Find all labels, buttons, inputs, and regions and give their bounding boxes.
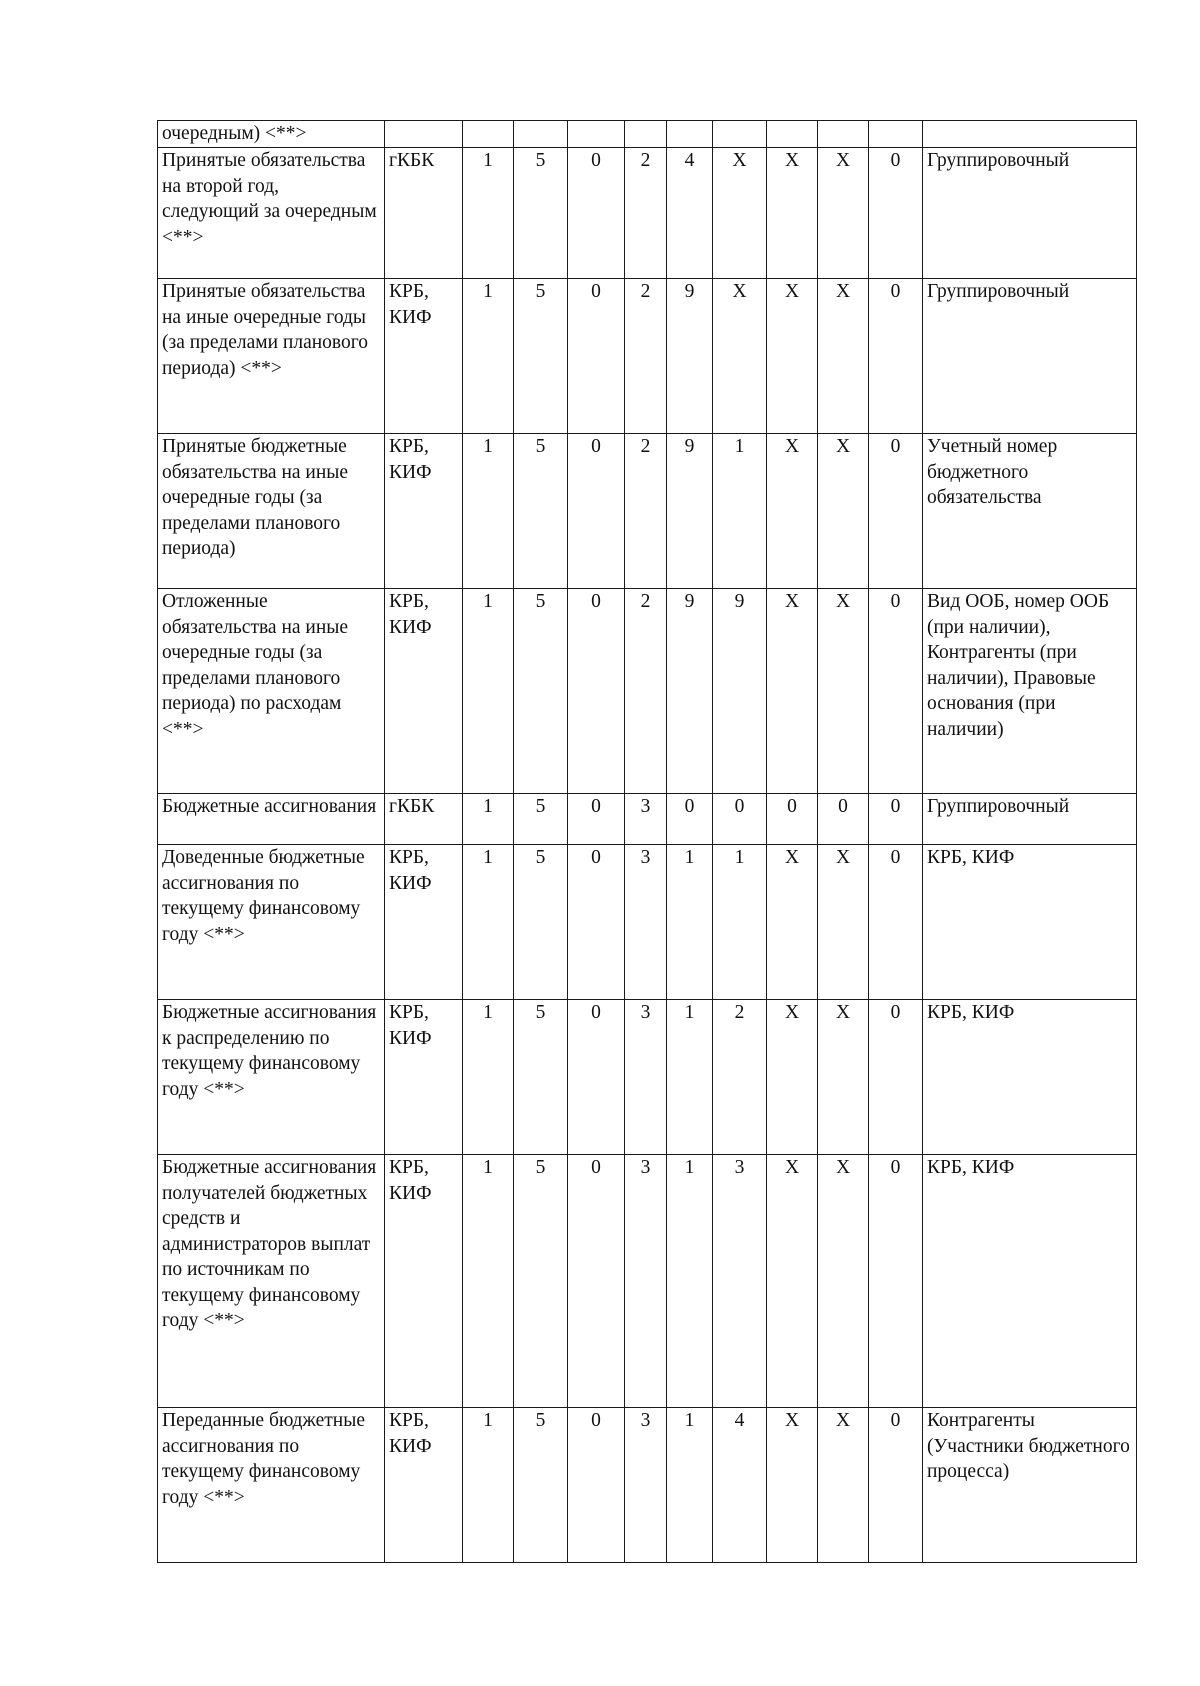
account-kind-cell: [385, 121, 463, 148]
table-row: [158, 1408, 1137, 1563]
account-digit-cell: 1: [667, 1000, 713, 1155]
account-digit-cell: 4: [713, 1408, 767, 1563]
account-digit-cell: 3: [625, 845, 667, 1000]
account-digit-cell: 0: [869, 589, 923, 794]
account-digit-cell: 1: [463, 1408, 514, 1563]
account-digit-cell: X: [767, 279, 818, 434]
account-digit-cell: 1: [463, 1155, 514, 1408]
account-digit-cell: 5: [514, 279, 568, 434]
account-digit-cell: 3: [625, 794, 667, 845]
table-row: [158, 279, 1137, 434]
account-kind-cell: КРБ, КИФ: [385, 279, 463, 434]
account-digit-cell: 1: [463, 589, 514, 794]
account-digit-cell: 1: [713, 845, 767, 1000]
analytics-cell: Вид ООБ, номер ООБ (при наличии), Контрагенты (при наличии), Правовые основания (при наличии): [923, 589, 1137, 794]
account-digit-cell: X: [818, 148, 869, 279]
table-row: [158, 148, 1137, 279]
analytics-cell: [923, 121, 1137, 148]
account-digit-cell: 5: [514, 589, 568, 794]
account-digit-cell: 0: [568, 1408, 625, 1563]
account-digit-cell: 0: [568, 1000, 625, 1155]
account-digit-cell: 0: [568, 794, 625, 845]
account-digit-cell: 5: [514, 1155, 568, 1408]
account-name-cell: очередным) <**>: [158, 121, 385, 148]
account-digit-cell: X: [767, 1155, 818, 1408]
account-digit-cell: 0: [568, 148, 625, 279]
account-digit-cell: 5: [514, 434, 568, 589]
account-kind-cell: КРБ, КИФ: [385, 845, 463, 1000]
account-digit-cell: X: [713, 148, 767, 279]
account-digit-cell: X: [818, 279, 869, 434]
table-row: [158, 1000, 1137, 1155]
account-digit-cell: 0: [869, 794, 923, 845]
account-digit-cell: 0: [568, 279, 625, 434]
account-digit-cell: 5: [514, 794, 568, 845]
analytics-cell: Группировочный: [923, 794, 1137, 845]
account-digit-cell: 0: [667, 794, 713, 845]
account-digit-cell: 0: [767, 794, 818, 845]
account-digit-cell: 0: [568, 845, 625, 1000]
account-digit-cell: 0: [568, 434, 625, 589]
account-digit-cell: 0: [568, 1155, 625, 1408]
account-digit-cell: 9: [667, 589, 713, 794]
account-digit-cell: X: [818, 589, 869, 794]
account-kind-cell: КРБ, КИФ: [385, 589, 463, 794]
account-digit-cell: 1: [713, 434, 767, 589]
account-digit-cell: 0: [869, 845, 923, 1000]
account-digit-cell: 5: [514, 148, 568, 279]
account-kind-cell: КРБ, КИФ: [385, 1408, 463, 1563]
account-kind-cell: КРБ, КИФ: [385, 1155, 463, 1408]
account-digit-cell: 0: [713, 794, 767, 845]
table-row: [158, 121, 1137, 148]
account-digit-cell: 5: [514, 845, 568, 1000]
account-digit-cell: 0: [869, 1155, 923, 1408]
account-digit-cell: 1: [463, 794, 514, 845]
table-row: [158, 589, 1137, 794]
account-name-cell: Отложенные обязательства на иные очередные годы (за пределами планового периода) по расходам <**>: [158, 589, 385, 794]
account-digit-cell: X: [767, 589, 818, 794]
account-digit-cell: 0: [818, 794, 869, 845]
analytics-cell: Контрагенты (Участники бюджетного процесса): [923, 1408, 1137, 1563]
account-digit-cell: X: [818, 1408, 869, 1563]
analytics-cell: Учетный номер бюджетного обязательства: [923, 434, 1137, 589]
account-digit-cell: X: [767, 845, 818, 1000]
account-digit-cell: 9: [667, 434, 713, 589]
account-name-cell: Доведенные бюджетные ассигнования по текущему финансовому году <**>: [158, 845, 385, 1000]
account-digit-cell: 4: [667, 148, 713, 279]
account-digit-cell: X: [713, 279, 767, 434]
account-digit-cell: X: [818, 434, 869, 589]
account-digit-cell: 1: [463, 434, 514, 589]
account-digit-cell: 0: [869, 148, 923, 279]
account-digit-cell: X: [767, 434, 818, 589]
account-digit-cell: 1: [667, 845, 713, 1000]
account-kind-cell: КРБ, КИФ: [385, 1000, 463, 1155]
account-name-cell: Бюджетные ассигнования к распределению по текущему финансовому году <**>: [158, 1000, 385, 1155]
account-digit-cell: [568, 121, 625, 148]
table-row: [158, 434, 1137, 589]
account-digit-cell: [713, 121, 767, 148]
analytics-cell: КРБ, КИФ: [923, 1000, 1137, 1155]
account-digit-cell: 5: [514, 1000, 568, 1155]
account-name-cell: Переданные бюджетные ассигнования по текущему финансовому году <**>: [158, 1408, 385, 1563]
account-digit-cell: X: [767, 148, 818, 279]
analytics-cell: Группировочный: [923, 279, 1137, 434]
account-digit-cell: 9: [713, 589, 767, 794]
account-digit-cell: 1: [463, 845, 514, 1000]
account-digit-cell: [625, 121, 667, 148]
account-digit-cell: 0: [869, 1408, 923, 1563]
account-digit-cell: [869, 121, 923, 148]
account-digit-cell: 3: [625, 1408, 667, 1563]
analytics-cell: КРБ, КИФ: [923, 845, 1137, 1000]
account-digit-cell: X: [818, 845, 869, 1000]
account-digit-cell: 0: [869, 1000, 923, 1155]
account-digit-cell: 0: [869, 279, 923, 434]
account-digit-cell: X: [818, 1000, 869, 1155]
account-digit-cell: X: [767, 1000, 818, 1155]
account-digit-cell: 3: [625, 1000, 667, 1155]
account-digit-cell: 1: [463, 1000, 514, 1155]
account-name-cell: Принятые бюджетные обязательства на иные очередные годы (за пределами планового периода): [158, 434, 385, 589]
account-digit-cell: 2: [713, 1000, 767, 1155]
account-digit-cell: 0: [869, 434, 923, 589]
account-digit-cell: 1: [667, 1408, 713, 1563]
account-digit-cell: 1: [463, 279, 514, 434]
account-kind-cell: КРБ, КИФ: [385, 434, 463, 589]
account-digit-cell: 3: [713, 1155, 767, 1408]
account-digit-cell: 1: [463, 148, 514, 279]
account-name-cell: Принятые обязательства на иные очередные годы (за пределами планового периода) <**>: [158, 279, 385, 434]
account-name-cell: Бюджетные ассигнования: [158, 794, 385, 845]
account-digit-cell: [463, 121, 514, 148]
account-digit-cell: [667, 121, 713, 148]
account-digit-cell: 2: [625, 148, 667, 279]
account-digit-cell: 2: [625, 589, 667, 794]
table-row: [158, 845, 1137, 1000]
account-digit-cell: 3: [625, 1155, 667, 1408]
account-digit-cell: 9: [667, 279, 713, 434]
table-row: [158, 1155, 1137, 1408]
table-body: [158, 121, 1137, 1563]
account-digit-cell: 5: [514, 1408, 568, 1563]
account-name-cell: Бюджетные ассигнования получателей бюджетных средств и администраторов выплат по источникам по текущему финансовому году <**>: [158, 1155, 385, 1408]
analytics-cell: Группировочный: [923, 148, 1137, 279]
analytics-cell: КРБ, КИФ: [923, 1155, 1137, 1408]
table-row: [158, 794, 1137, 845]
account-digit-cell: [767, 121, 818, 148]
account-kind-cell: гКБК: [385, 794, 463, 845]
accounts-table: [157, 120, 1137, 1563]
account-digit-cell: 1: [667, 1155, 713, 1408]
account-name-cell: Принятые обязательства на второй год, следующий за очередным <**>: [158, 148, 385, 279]
account-kind-cell: гКБК: [385, 148, 463, 279]
account-digit-cell: X: [767, 1408, 818, 1563]
account-digit-cell: X: [818, 1155, 869, 1408]
account-digit-cell: 2: [625, 279, 667, 434]
account-digit-cell: 0: [568, 589, 625, 794]
account-digit-cell: 2: [625, 434, 667, 589]
account-digit-cell: [818, 121, 869, 148]
account-digit-cell: [514, 121, 568, 148]
